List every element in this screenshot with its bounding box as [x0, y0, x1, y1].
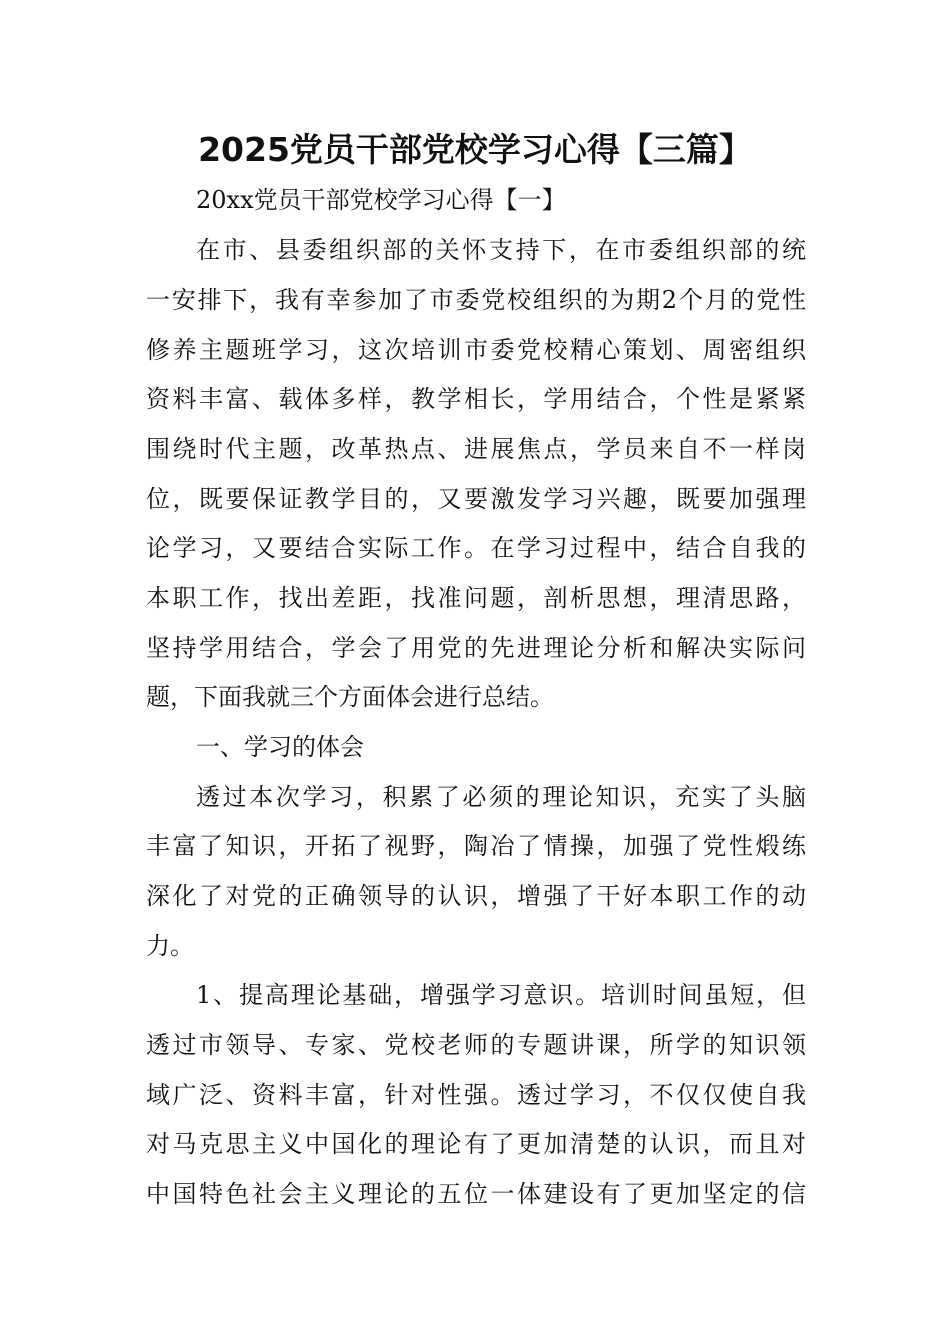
section-heading: 一、学习的体会 — [196, 733, 364, 761]
paragraph-line: 对马克思主义中国化的理论有了更加清楚的认识，而且对 — [146, 1130, 806, 1158]
paragraph-line: 深化了对党的正确领导的认识，增强了干好本职工作的动 — [146, 882, 806, 910]
paragraph-line: 丰富了知识，开拓了视野，陶冶了情操，加强了党性煅练 — [146, 832, 806, 860]
paragraph-line: 修养主题班学习，这次培训市委党校精心策划、周密组织 — [146, 336, 806, 364]
paragraph-line: 力。 — [146, 932, 194, 960]
paragraph-line: 论学习，又要结合实际工作。在学习过程中，结合自我的 — [146, 534, 806, 562]
section-subtitle: 20xx党员干部党校学习心得【一】 — [196, 186, 566, 214]
paragraph-line: 本职工作，找出差距，找准问题，剖析思想，理清思路， — [146, 584, 806, 612]
paragraph-line: 资料丰富、载体多样，教学相长，学用结合，个性是紧紧 — [146, 385, 806, 413]
paragraph-line: 透过市领导、专家、党校老师的专题讲课，所学的知识领 — [146, 1031, 806, 1059]
paragraph-line: 围绕时代主题，改革热点、进展焦点，学员来自不一样岗 — [146, 435, 806, 463]
paragraph-line: 位，既要保证教学目的，又要激发学习兴趣，既要加强理 — [146, 485, 806, 513]
paragraph-line: 在市、县委组织部的关怀支持下，在市委组织部的统 — [196, 236, 806, 264]
paragraph-line: 1、提高理论基础，增强学习意识。培训时间虽短，但 — [196, 981, 806, 1009]
paragraph-line: 域广泛、资料丰富，针对性强。透过学习，不仅仅使自我 — [146, 1081, 806, 1109]
paragraph-line: 题，下面我就三个方面体会进行总结。 — [146, 683, 554, 711]
paragraph-line: 透过本次学习，积累了必须的理论知识，充实了头脑 — [196, 783, 806, 811]
paragraph-line: 一安排下，我有幸参加了市委党校组织的为期2个月的党性 — [146, 286, 806, 314]
paragraph-line: 中国特色社会主义理论的五位一体建设有了更加坚定的信 — [146, 1180, 806, 1208]
paragraph-line: 坚持学用结合，学会了用党的先进理论分析和解决实际问 — [146, 634, 806, 662]
document-title: 2025党员干部党校学习心得【三篇】 — [198, 130, 752, 169]
